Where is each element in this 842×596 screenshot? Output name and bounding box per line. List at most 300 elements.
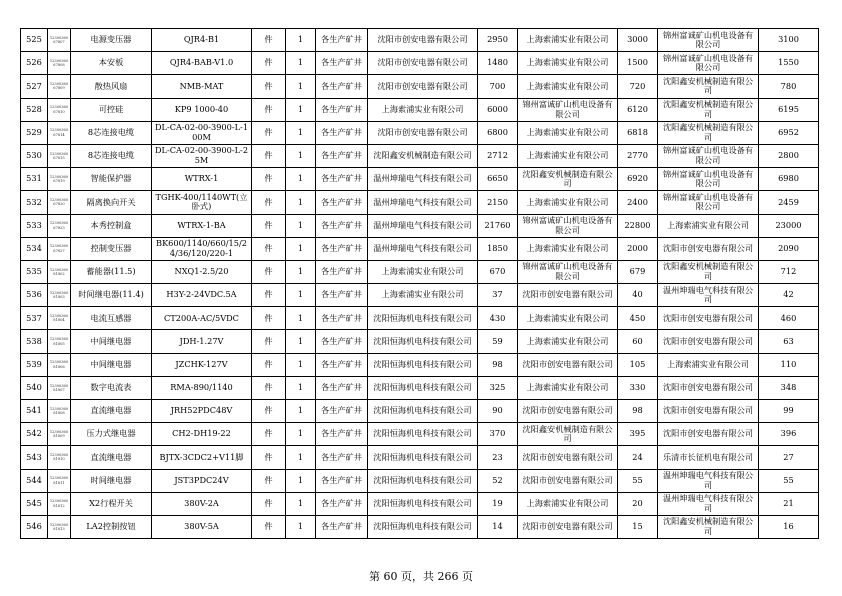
supplier-3: 沈阳鑫安机械制造有限公司 [658, 515, 759, 538]
supplier-3: 温州坤瑞电气科技有限公司 [658, 469, 759, 492]
item-quantity: 1 [286, 353, 316, 376]
row-number: 526 [21, 52, 48, 75]
material-code: 1230036081813 [48, 515, 71, 538]
price-2: 720 [618, 75, 658, 98]
item-unit: 件 [252, 191, 286, 214]
supplier-1: 温州坤瑞电气科技有限公司 [368, 191, 478, 214]
supplier-1: 沈阳恒海机电科技有限公司 [368, 353, 478, 376]
supplier-2: 上海索浦实业有限公司 [518, 52, 618, 75]
price-2: 2000 [618, 237, 658, 260]
supplier-1: 沈阳恒海机电科技有限公司 [368, 446, 478, 469]
supplier-2: 沈阳市创安电器有限公司 [518, 469, 618, 492]
item-unit: 件 [252, 353, 286, 376]
item-unit: 件 [252, 52, 286, 75]
supplier-1: 沈阳恒海机电科技有限公司 [368, 515, 478, 538]
supplier-1: 温州坤瑞电气科技有限公司 [368, 237, 478, 260]
supplier-3: 沈阳市创安电器有限公司 [658, 237, 759, 260]
item-quantity: 1 [286, 191, 316, 214]
price-2: 24 [618, 446, 658, 469]
row-number: 530 [21, 144, 48, 167]
row-number: 540 [21, 376, 48, 399]
table-row [21, 400, 819, 423]
usage-location: 各生产矿井 [316, 376, 368, 399]
item-name: 数字电流表 [71, 376, 152, 399]
supplier-2: 上海索浦实业有限公司 [518, 237, 618, 260]
supplier-1: 沈阳恒海机电科技有限公司 [368, 469, 478, 492]
usage-location: 各生产矿井 [316, 400, 368, 423]
item-model: CT200A-AC/5VDC [152, 307, 252, 330]
item-quantity: 1 [286, 144, 316, 167]
usage-location: 各生产矿井 [316, 144, 368, 167]
usage-location: 各生产矿井 [316, 237, 368, 260]
price-2: 395 [618, 423, 658, 446]
item-unit: 件 [252, 144, 286, 167]
item-model: KP9 1000-40 [152, 98, 252, 121]
price-3: 16 [759, 515, 819, 538]
item-quantity: 1 [286, 168, 316, 191]
price-1: 1480 [478, 52, 518, 75]
price-3: 348 [759, 376, 819, 399]
item-name: 8芯连接电缆 [71, 144, 152, 167]
row-number: 532 [21, 191, 48, 214]
supplier-2: 上海索浦实业有限公司 [518, 29, 618, 52]
row-number: 539 [21, 353, 48, 376]
row-number: 546 [21, 515, 48, 538]
supplier-2: 沈阳市创安电器有限公司 [518, 400, 618, 423]
price-1: 6000 [478, 98, 518, 121]
supplier-3: 锦州富诚矿山机电设备有限公司 [658, 29, 759, 52]
material-code: 1230036067827 [48, 237, 71, 260]
price-1: 2150 [478, 191, 518, 214]
supplier-1: 沈阳市创安电器有限公司 [368, 52, 478, 75]
row-number: 538 [21, 330, 48, 353]
table-row [21, 52, 819, 75]
price-2: 679 [618, 260, 658, 283]
supplier-2: 上海索浦实业有限公司 [518, 307, 618, 330]
price-2: 450 [618, 307, 658, 330]
supplier-2: 沈阳鑫安机械制造有限公司 [518, 168, 618, 191]
table-row [21, 98, 819, 121]
table-row [21, 492, 819, 515]
material-code: 1230036081811 [48, 469, 71, 492]
item-quantity: 1 [286, 469, 316, 492]
row-number: 537 [21, 307, 48, 330]
item-quantity: 1 [286, 492, 316, 515]
material-code: 1230036081805 [48, 330, 71, 353]
supplier-3: 沈阳鑫安机械制造有限公司 [658, 121, 759, 144]
usage-location: 各生产矿井 [316, 260, 368, 283]
price-2: 6818 [618, 121, 658, 144]
usage-location: 各生产矿井 [316, 168, 368, 191]
item-quantity: 1 [286, 214, 316, 237]
price-1: 325 [478, 376, 518, 399]
item-quantity: 1 [286, 29, 316, 52]
item-model: NMB-MAT [152, 75, 252, 98]
row-number: 531 [21, 168, 48, 191]
supplier-3: 沈阳市创安电器有限公司 [658, 307, 759, 330]
item-model: WTRX-1-BA [152, 214, 252, 237]
item-unit: 件 [252, 515, 286, 538]
row-number: 533 [21, 214, 48, 237]
item-unit: 件 [252, 168, 286, 191]
material-code: 1230036081808 [48, 400, 71, 423]
usage-location: 各生产矿井 [316, 515, 368, 538]
material-code: 1230036067823 [48, 214, 71, 237]
price-2: 98 [618, 400, 658, 423]
table-row [21, 330, 819, 353]
supplier-1: 上海索浦实业有限公司 [368, 260, 478, 283]
usage-location: 各生产矿井 [316, 423, 368, 446]
supplier-2: 沈阳市创安电器有限公司 [518, 284, 618, 307]
price-3: 780 [759, 75, 819, 98]
row-number: 543 [21, 446, 48, 469]
usage-location: 各生产矿井 [316, 330, 368, 353]
supplier-2: 锦州富诚矿山机电设备有限公司 [518, 260, 618, 283]
item-name: 电源变压器 [71, 29, 152, 52]
supplier-1: 上海索浦实业有限公司 [368, 98, 478, 121]
price-3: 2459 [759, 191, 819, 214]
supplier-2: 锦州富诚矿山机电设备有限公司 [518, 98, 618, 121]
item-name: 直流继电器 [71, 400, 152, 423]
item-model: 380V-2A [152, 492, 252, 515]
price-2: 60 [618, 330, 658, 353]
item-quantity: 1 [286, 307, 316, 330]
material-code: 1230036067807 [48, 29, 71, 52]
material-code: 1230036081806 [48, 353, 71, 376]
item-unit: 件 [252, 492, 286, 515]
price-3: 110 [759, 353, 819, 376]
supplier-2: 沈阳鑫安机械制造有限公司 [518, 423, 618, 446]
item-unit: 件 [252, 307, 286, 330]
item-model: DL-CA-02-00-3900-L-25M [152, 144, 252, 167]
item-name: 本秀控制盒 [71, 214, 152, 237]
supplier-1: 沈阳市创安电器有限公司 [368, 121, 478, 144]
supplier-1: 沈阳市创安电器有限公司 [368, 75, 478, 98]
price-2: 20 [618, 492, 658, 515]
table-row [21, 168, 819, 191]
item-unit: 件 [252, 330, 286, 353]
item-name: 蓄能器(11.5) [71, 260, 152, 283]
row-number: 527 [21, 75, 48, 98]
item-name: 本安板 [71, 52, 152, 75]
supplier-2: 上海索浦实业有限公司 [518, 75, 618, 98]
row-number: 545 [21, 492, 48, 515]
price-2: 1500 [618, 52, 658, 75]
price-1: 6650 [478, 168, 518, 191]
table-row [21, 307, 819, 330]
price-3: 27 [759, 446, 819, 469]
material-code: 1230036067814 [48, 121, 71, 144]
table-row [21, 75, 819, 98]
supplier-2: 沈阳市创安电器有限公司 [518, 446, 618, 469]
price-table [20, 28, 819, 539]
item-name: 电流互感器 [71, 307, 152, 330]
supplier-1: 沈阳恒海机电科技有限公司 [368, 307, 478, 330]
material-code: 1230036067819 [48, 168, 71, 191]
row-number: 541 [21, 400, 48, 423]
supplier-1: 沈阳恒海机电科技有限公司 [368, 376, 478, 399]
table-row [21, 29, 819, 52]
item-unit: 件 [252, 75, 286, 98]
supplier-1: 沈阳鑫安机械制造有限公司 [368, 144, 478, 167]
supplier-2: 上海索浦实业有限公司 [518, 144, 618, 167]
supplier-3: 温州坤瑞电气科技有限公司 [658, 284, 759, 307]
usage-location: 各生产矿井 [316, 29, 368, 52]
item-unit: 件 [252, 214, 286, 237]
price-3: 63 [759, 330, 819, 353]
material-code: 1230036081809 [48, 423, 71, 446]
price-2: 55 [618, 469, 658, 492]
item-model: H3Y-2-24VDC.5A [152, 284, 252, 307]
material-code: 1230036067808 [48, 52, 71, 75]
table-row [21, 191, 819, 214]
usage-location: 各生产矿井 [316, 75, 368, 98]
item-unit: 件 [252, 469, 286, 492]
item-name: 8芯连接电缆 [71, 121, 152, 144]
price-3: 3100 [759, 29, 819, 52]
item-model: 380V-5A [152, 515, 252, 538]
item-unit: 件 [252, 400, 286, 423]
table-row [21, 214, 819, 237]
price-3: 712 [759, 260, 819, 283]
supplier-2: 沈阳市创安电器有限公司 [518, 515, 618, 538]
item-quantity: 1 [286, 98, 316, 121]
price-3: 23000 [759, 214, 819, 237]
item-model: RMA-890/1140 [152, 376, 252, 399]
supplier-1: 沈阳市创安电器有限公司 [368, 29, 478, 52]
material-code: 1230036081810 [48, 446, 71, 469]
item-name: 直流继电器 [71, 446, 152, 469]
price-1: 98 [478, 353, 518, 376]
item-model: JDH-1.27V [152, 330, 252, 353]
usage-location: 各生产矿井 [316, 307, 368, 330]
table-row [21, 260, 819, 283]
price-3: 6195 [759, 98, 819, 121]
supplier-1: 上海索浦实业有限公司 [368, 284, 478, 307]
price-3: 55 [759, 469, 819, 492]
row-number: 542 [21, 423, 48, 446]
supplier-2: 上海索浦实业有限公司 [518, 121, 618, 144]
supplier-2: 上海索浦实业有限公司 [518, 330, 618, 353]
item-name: 可控硅 [71, 98, 152, 121]
price-1: 90 [478, 400, 518, 423]
price-1: 59 [478, 330, 518, 353]
supplier-3: 锦州富诚矿山机电设备有限公司 [658, 191, 759, 214]
supplier-2: 上海索浦实业有限公司 [518, 191, 618, 214]
supplier-1: 沈阳恒海机电科技有限公司 [368, 492, 478, 515]
row-number: 534 [21, 237, 48, 260]
table-row [21, 469, 819, 492]
item-quantity: 1 [286, 446, 316, 469]
item-model: QJR4-BAB-V1.0 [152, 52, 252, 75]
supplier-2: 沈阳市创安电器有限公司 [518, 353, 618, 376]
price-2: 330 [618, 376, 658, 399]
supplier-2: 锦州富诚矿山机电设备有限公司 [518, 214, 618, 237]
supplier-3: 沈阳市创安电器有限公司 [658, 423, 759, 446]
item-name: 压力式继电器 [71, 423, 152, 446]
item-model: JRH52PDC48V [152, 400, 252, 423]
item-model: QJR4-B1 [152, 29, 252, 52]
table-row [21, 284, 819, 307]
item-unit: 件 [252, 284, 286, 307]
supplier-3: 锦州富诚矿山机电设备有限公司 [658, 168, 759, 191]
price-3: 396 [759, 423, 819, 446]
price-2: 2770 [618, 144, 658, 167]
supplier-3: 锦州富诚矿山机电设备有限公司 [658, 52, 759, 75]
item-unit: 件 [252, 29, 286, 52]
table-row [21, 144, 819, 167]
supplier-3: 乐清市长征机电有限公司 [658, 446, 759, 469]
item-model: JST3PDC24V [152, 469, 252, 492]
table-row [21, 376, 819, 399]
price-2: 6920 [618, 168, 658, 191]
row-number: 536 [21, 284, 48, 307]
supplier-3: 沈阳鑫安机械制造有限公司 [658, 75, 759, 98]
material-code: 1230036081812 [48, 492, 71, 515]
usage-location: 各生产矿井 [316, 446, 368, 469]
row-number: 544 [21, 469, 48, 492]
item-quantity: 1 [286, 284, 316, 307]
usage-location: 各生产矿井 [316, 284, 368, 307]
price-2: 2400 [618, 191, 658, 214]
item-unit: 件 [252, 237, 286, 260]
item-unit: 件 [252, 121, 286, 144]
supplier-3: 温州坤瑞电气科技有限公司 [658, 492, 759, 515]
table-body [21, 29, 819, 539]
item-quantity: 1 [286, 423, 316, 446]
item-unit: 件 [252, 98, 286, 121]
item-name: 智能保护器 [71, 168, 152, 191]
material-code: 1230036081807 [48, 376, 71, 399]
table-row [21, 353, 819, 376]
item-quantity: 1 [286, 330, 316, 353]
supplier-3: 沈阳市创安电器有限公司 [658, 330, 759, 353]
price-2: 15 [618, 515, 658, 538]
material-code: 1230036067820 [48, 191, 71, 214]
item-name: 散热风扇 [71, 75, 152, 98]
usage-location: 各生产矿井 [316, 98, 368, 121]
price-1: 430 [478, 307, 518, 330]
item-model: TGHK-400/1140WT(立卧式) [152, 191, 252, 214]
price-2: 6120 [618, 98, 658, 121]
price-3: 460 [759, 307, 819, 330]
row-number: 528 [21, 98, 48, 121]
price-1: 37 [478, 284, 518, 307]
usage-location: 各生产矿井 [316, 52, 368, 75]
supplier-1: 沈阳恒海机电科技有限公司 [368, 400, 478, 423]
item-model: WTRX-1 [152, 168, 252, 191]
price-1: 2712 [478, 144, 518, 167]
material-code: 1230036081804 [48, 307, 71, 330]
price-1: 21760 [478, 214, 518, 237]
item-model: DL-CA-02-00-3900-L-100M [152, 121, 252, 144]
price-3: 42 [759, 284, 819, 307]
price-2: 105 [618, 353, 658, 376]
price-3: 6980 [759, 168, 819, 191]
supplier-3: 上海索浦实业有限公司 [658, 214, 759, 237]
page-footer: 第 60 页，共 266 页 [369, 570, 473, 583]
usage-location: 各生产矿井 [316, 469, 368, 492]
supplier-2: 上海索浦实业有限公司 [518, 376, 618, 399]
material-code: 1230036067810 [48, 98, 71, 121]
usage-location: 各生产矿井 [316, 121, 368, 144]
item-quantity: 1 [286, 260, 316, 283]
material-code: 1230036081803 [48, 284, 71, 307]
material-code: 1230036067809 [48, 75, 71, 98]
item-model: CH2-DH19-22 [152, 423, 252, 446]
price-1: 1850 [478, 237, 518, 260]
material-code: 1230036081802 [48, 260, 71, 283]
item-model: NXQ1-2.5/20 [152, 260, 252, 283]
supplier-1: 温州坤瑞电气科技有限公司 [368, 214, 478, 237]
price-1: 370 [478, 423, 518, 446]
price-2: 3000 [618, 29, 658, 52]
price-1: 6800 [478, 121, 518, 144]
usage-location: 各生产矿井 [316, 492, 368, 515]
price-1: 19 [478, 492, 518, 515]
item-quantity: 1 [286, 400, 316, 423]
supplier-1: 沈阳恒海机电科技有限公司 [368, 423, 478, 446]
price-1: 52 [478, 469, 518, 492]
item-quantity: 1 [286, 237, 316, 260]
price-1: 700 [478, 75, 518, 98]
item-model: BJTX-3CDC2+V11脚 [152, 446, 252, 469]
item-name: LA2控制按钮 [71, 515, 152, 538]
price-1: 2950 [478, 29, 518, 52]
price-1: 23 [478, 446, 518, 469]
item-unit: 件 [252, 260, 286, 283]
item-quantity: 1 [286, 75, 316, 98]
price-3: 21 [759, 492, 819, 515]
item-name: 控制变压器 [71, 237, 152, 260]
item-model: JZCHK-127V [152, 353, 252, 376]
price-3: 1550 [759, 52, 819, 75]
row-number: 525 [21, 29, 48, 52]
item-name: X2行程开关 [71, 492, 152, 515]
item-unit: 件 [252, 446, 286, 469]
price-3: 6952 [759, 121, 819, 144]
price-3: 2800 [759, 144, 819, 167]
price-1: 14 [478, 515, 518, 538]
item-name: 隔离换向开关 [71, 191, 152, 214]
price-3: 2090 [759, 237, 819, 260]
row-number: 535 [21, 260, 48, 283]
item-name: 中间继电器 [71, 353, 152, 376]
table-row [21, 515, 819, 538]
price-3: 99 [759, 400, 819, 423]
supplier-3: 沈阳市创安电器有限公司 [658, 400, 759, 423]
item-name: 时间继电器(11.4) [71, 284, 152, 307]
usage-location: 各生产矿井 [316, 353, 368, 376]
item-quantity: 1 [286, 52, 316, 75]
item-unit: 件 [252, 423, 286, 446]
item-name: 时间继电器 [71, 469, 152, 492]
supplier-3: 上海索浦实业有限公司 [658, 353, 759, 376]
supplier-3: 沈阳市创安电器有限公司 [658, 376, 759, 399]
usage-location: 各生产矿井 [316, 214, 368, 237]
item-unit: 件 [252, 376, 286, 399]
supplier-3: 锦州富诚矿山机电设备有限公司 [658, 144, 759, 167]
supplier-3: 沈阳鑫安机械制造有限公司 [658, 260, 759, 283]
item-name: 中间继电器 [71, 330, 152, 353]
supplier-1: 沈阳恒海机电科技有限公司 [368, 330, 478, 353]
material-code: 1230036067815 [48, 144, 71, 167]
table-row [21, 237, 819, 260]
item-model: BK600/1140/660/15/24/36/120/220-1 [152, 237, 252, 260]
table-row [21, 446, 819, 469]
supplier-3: 沈阳鑫安机械制造有限公司 [658, 98, 759, 121]
table-row [21, 423, 819, 446]
